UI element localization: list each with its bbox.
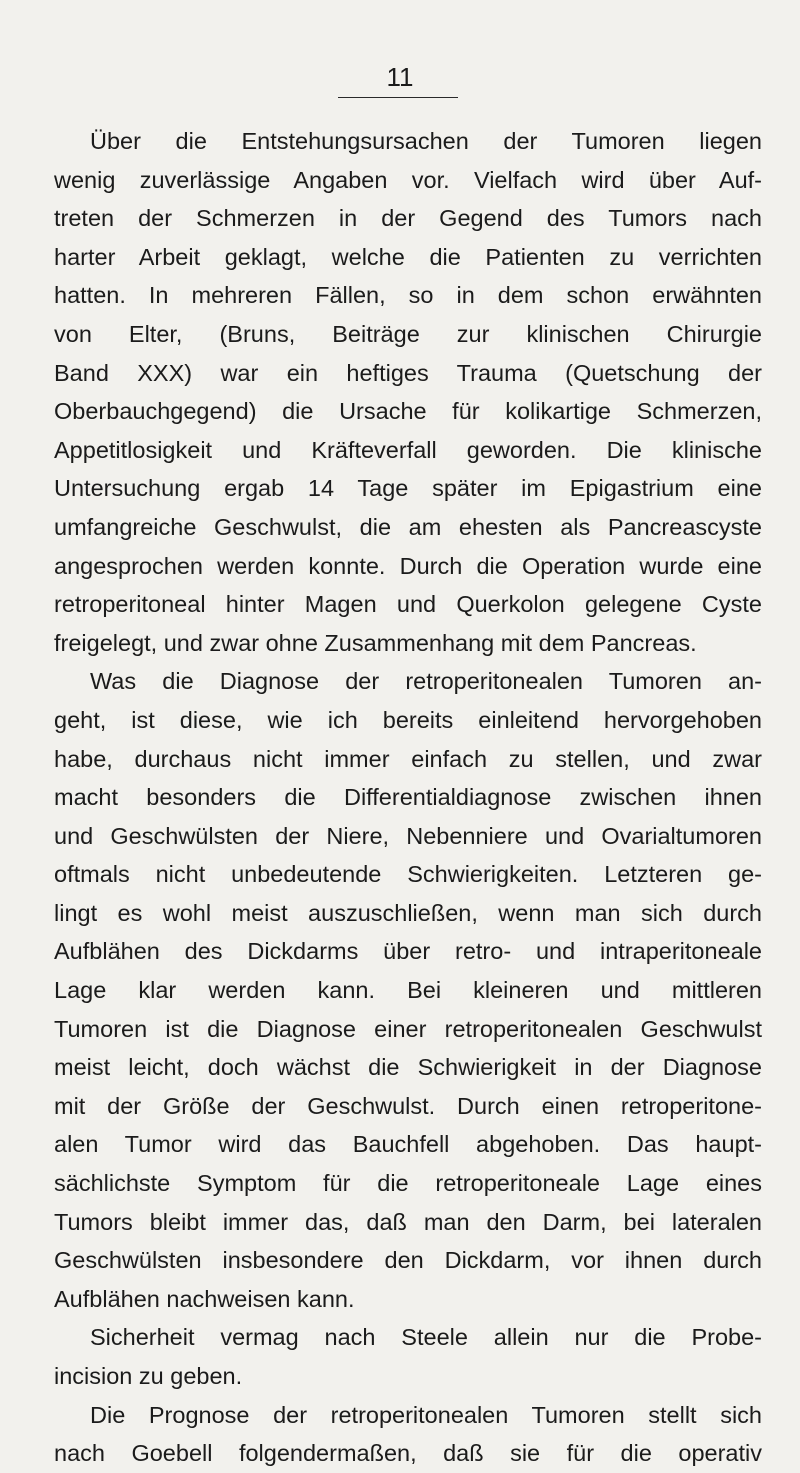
text-line: geht, ist diese, wie ich bereits einleitend hervorgehoben — [54, 706, 762, 733]
text-line: mit der Größe der Geschwulst. Durch einen retroperitone- — [54, 1092, 762, 1119]
text-line: und Geschwülsten der Niere, Nebenniere und Ovarialtumoren — [54, 822, 762, 849]
text-line: Aufblähen des Dickdarms über retro- und intraperitoneale — [54, 938, 762, 965]
text-line: freigelegt, und zwar ohne Zusammenhang mit dem Pancreas. — [54, 629, 697, 656]
text-line: harter Arbeit geklagt, welche die Patienten zu verrichten — [54, 243, 762, 270]
text-line: treten der Schmerzen in der Gegend des Tumors nach — [54, 205, 762, 232]
text-line: Was die Diagnose der retroperitonealen Tumoren an- — [90, 668, 762, 695]
text-line: von Elter, (Bruns, Beiträge zur klinischen Chirurgie — [54, 320, 762, 347]
body-text — [54, 122, 762, 1473]
paragraph-diagnosis — [54, 662, 762, 1318]
text-line: retroperitoneal hinter Magen und Querkolon gelegene Cyste — [54, 591, 762, 618]
text-line: meist leicht, doch wächst die Schwierigkeit in der Diagnose — [54, 1054, 762, 1081]
text-line: incision zu geben. — [54, 1363, 243, 1389]
text-line: oftmals nicht unbedeutende Schwierigkeiten. Letzteren ge- — [54, 861, 762, 888]
text-line: Geschwülsten insbesondere den Dickdarm, vor ihnen durch — [54, 1247, 762, 1274]
text-line: Sicherheit vermag nach Steele allein nur die Probe- — [90, 1324, 762, 1351]
page-number: 11 — [386, 62, 414, 92]
paragraph-biopsy — [54, 1318, 762, 1395]
paragraph-etiology — [54, 122, 762, 662]
text-line: Die Prognose der retroperitonealen Tumoren stellt sich — [90, 1401, 762, 1428]
text-line: Aufblähen nachweisen kann. — [54, 1285, 355, 1312]
text-line: Band XXX) war ein heftiges Trauma (Quetschung der — [54, 359, 762, 386]
text-line: sächlichste Symptom für die retroperitoneale Lage eines — [54, 1170, 762, 1197]
page-number-rule — [338, 97, 458, 98]
text-line: Untersuchung ergab 14 Tage später im Epigastrium eine — [54, 475, 762, 502]
text-line: hatten. In mehreren Fällen, so in dem schon erwähnten — [54, 282, 762, 309]
text-line: Appetitlosigkeit und Kräfteverfall geworden. Die klinische — [54, 436, 762, 463]
text-line: macht besonders die Differentialdiagnose zwischen ihnen — [54, 784, 762, 811]
text-line: alen Tumor wird das Bauchfell abgehoben. Das haupt- — [54, 1131, 762, 1158]
text-line: angesprochen werden konnte. Durch die Operation wurde eine — [54, 552, 762, 579]
text-line: Tumors bleibt immer das, daß man den Darm, bei lateralen — [54, 1208, 762, 1235]
text-line: Lage klar werden kann. Bei kleineren und mittleren — [54, 977, 762, 1004]
text-line: nach Goebell folgendermaßen, daß sie für die operativ — [54, 1440, 762, 1467]
paragraph-prognosis — [54, 1396, 762, 1473]
text-line: umfangreiche Geschwulst, die am ehesten als Pancreascyste — [54, 513, 762, 540]
text-line: Über die Entstehungsursachen der Tumoren liegen — [90, 128, 762, 154]
text-line: lingt es wohl meist auszuschließen, wenn man sich durch — [54, 899, 762, 926]
text-line: Oberbauchgegend) die Ursache für kolikartige Schmerzen, — [54, 398, 762, 425]
text-line: habe, durchaus nicht immer einfach zu stellen, und zwar — [54, 745, 762, 772]
text-line: Tumoren ist die Diagnose einer retroperitonealen Geschwulst — [54, 1015, 762, 1042]
text-line: wenig zuverlässige Angaben vor. Vielfach wird über Auf- — [54, 166, 762, 193]
